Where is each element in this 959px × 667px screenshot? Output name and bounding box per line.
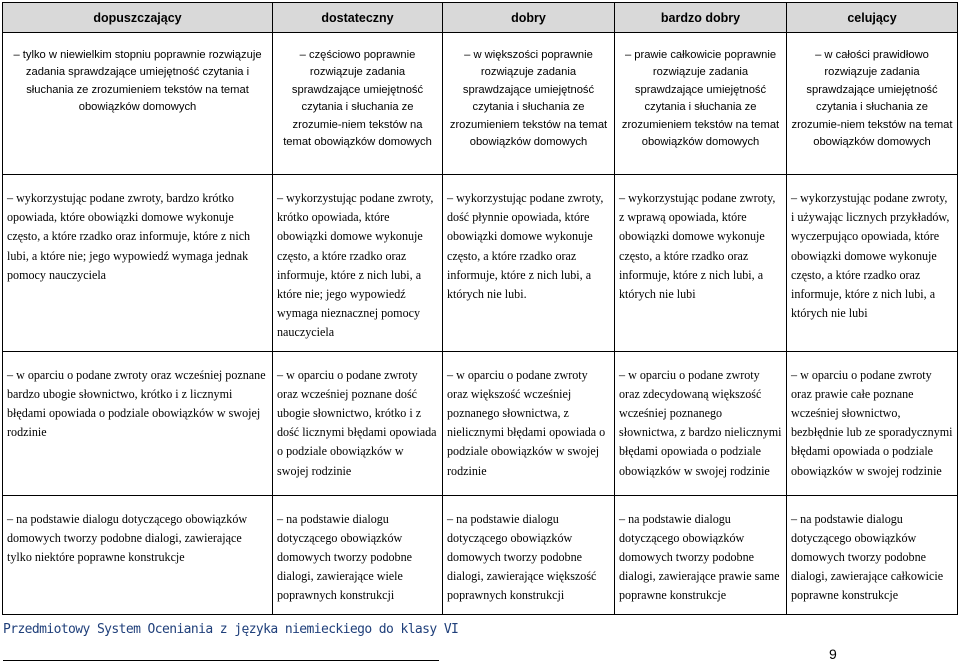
cell-text: – na podstawie dialogu dotyczącego obowiązków domowych tworzy podobne dialogi, zawierające prawie same poprawne konstrukcje — [619, 511, 780, 603]
cell-text: – na podstawie dialogu dotyczącego obowiązków domowych tworzy podobne dialogi, zawierające tylko niektóre poprawne konstrukcje — [7, 511, 248, 565]
table-cell — [3, 351, 273, 495]
cell-text: – wykorzystując podane zwroty, z wprawą opowiada, które obowiązki domowe wykonuje często, a które rzadko oraz informuje, które z nich lubi, a których nie lubi — [619, 191, 776, 302]
table-row — [3, 175, 958, 352]
table-cell — [443, 33, 615, 175]
table-cell — [615, 495, 787, 614]
header-dopuszczajacy: dopuszczający — [3, 3, 273, 33]
table-cell — [273, 33, 443, 175]
cell-text: – w oparciu o podane zwroty oraz prawie całe poznane wcześniej słownictwo, bezbłędnie lub ze sporadycznymi błędami opowiada o podziale obowiązków w swojej rodzinie — [791, 367, 953, 478]
header-dobry: dobry — [443, 3, 615, 33]
cell-text: – w oparciu o podane zwroty oraz większość wcześniej poznanego słownictwa, z nielicznymi błędami opowiada o podziale obowiązków w swojej rodzinie — [447, 367, 606, 478]
table-cell — [615, 175, 787, 352]
table-cell — [443, 175, 615, 352]
cell-text: – prawie całkowicie poprawnie rozwiązuje zadania sprawdzające umiejętność czytania i słuchania ze zrozumieniem tekstów na temat obowiązków domowych — [621, 49, 780, 149]
cell-text: – wykorzystując podane zwroty, dość płynnie opowiada, które obowiązki domowe wykonuje często, a które rzadko oraz informuje, które z nich lubi, a których nie lubi. — [447, 191, 604, 302]
table-row — [3, 495, 958, 614]
table-cell — [443, 351, 615, 495]
cell-text: – w oparciu o podane zwroty oraz wcześniej poznane bardzo ubogie słownictwo, krótko i z licznymi błędami opowiada o podziale obowiązków w swojej rodzinie — [7, 367, 266, 440]
page-number: 9 — [829, 646, 837, 662]
header-celujacy: celujący — [787, 3, 958, 33]
cell-text: – wykorzystując podane zwroty, krótko opowiada, które obowiązki domowe wykonuje często, a które rzadko oraz informuje, które z nich lubi, a które nie; jego wypowiedź wymaga nieznacznej pomocy nauczyciela — [277, 191, 434, 340]
table-row — [3, 351, 958, 495]
table-cell — [3, 33, 273, 175]
table-cell — [787, 175, 958, 352]
table-cell — [443, 495, 615, 614]
cell-text: – tylko w niewielkim stopniu poprawnie rozwiązuje zadania sprawdzające umiejętność czytania i słuchania ze zrozumieniem tekstów na temat obowiązków domowych — [13, 49, 262, 114]
table-cell — [787, 351, 958, 495]
cell-text: – w całości prawidłowo rozwiązuje zadania sprawdzające umiejętność czytania i słuchania ze zrozumie-niem tekstów na temat obowiązków domowych — [791, 49, 953, 149]
footer-divider — [3, 660, 439, 661]
table-cell — [787, 495, 958, 614]
table-cell — [787, 33, 958, 175]
table-cell — [3, 175, 273, 352]
cell-text: – wykorzystując podane zwroty, i używając licznych przykładów, wyczerpująco opowiada, które obowiązki domowe wykonuje często, a które rzadko oraz informuje, które z nich lubi, a których nie lubi — [791, 191, 950, 321]
grading-table — [2, 2, 958, 615]
table-cell — [615, 351, 787, 495]
table-cell — [615, 33, 787, 175]
cell-text: – na podstawie dialogu dotyczącego obowiązków domowych tworzy podobne dialogi, zawierające większość poprawnych konstrukcji — [447, 511, 597, 603]
cell-text: – wykorzystując podane zwroty, bardzo krótko opowiada, które obowiązki domowe wykonuje często, a które rzadko oraz informuje, które z nich lubi, a które nie; jego wypowiedź wymaga jednak pomocy nauczyciela — [7, 191, 251, 282]
header-bardzo-dobry: bardzo dobry — [615, 3, 787, 33]
cell-text: – w większości poprawnie rozwiązuje zadania sprawdzające umiejętność czytania i słuchania ze zrozumieniem tekstów na temat obowiązków domowych — [449, 49, 608, 149]
cell-text: – w oparciu o podane zwroty oraz zdecydowaną większość wcześniej poznanego słownictwa, z bardzo nielicznymi błędami opowiada o podziale obowiązków w swojej rodzinie — [619, 367, 782, 478]
cell-text: – częściowo poprawnie rozwiązuje zadania sprawdzające umiejętność czytania i słuchania ze zrozumie-niem tekstów na temat obowiązków domowych — [283, 49, 432, 149]
table-cell — [273, 351, 443, 495]
header-row — [3, 3, 958, 33]
table-row — [3, 33, 958, 175]
footer-title: Przedmiotowy System Oceniania z języka niemieckiego do klasy VI — [3, 622, 459, 637]
table-cell — [273, 495, 443, 614]
table-cell — [3, 495, 273, 614]
header-dostateczny: dostateczny — [273, 3, 443, 33]
cell-text: – w oparciu o podane zwroty oraz wcześniej poznane dość ubogie słownictwo, krótko i z dość licznymi błędami opowiada o podziale obowiązków w swojej rodzinie — [277, 367, 437, 478]
cell-text: – na podstawie dialogu dotyczącego obowiązków domowych tworzy podobne dialogi, zawierające całkowicie poprawne konstrukcje — [791, 511, 944, 603]
table-cell — [273, 175, 443, 352]
cell-text: – na podstawie dialogu dotyczącego obowiązków domowych tworzy podobne dialogi, zawierające wiele poprawnych konstrukcji — [277, 511, 413, 603]
